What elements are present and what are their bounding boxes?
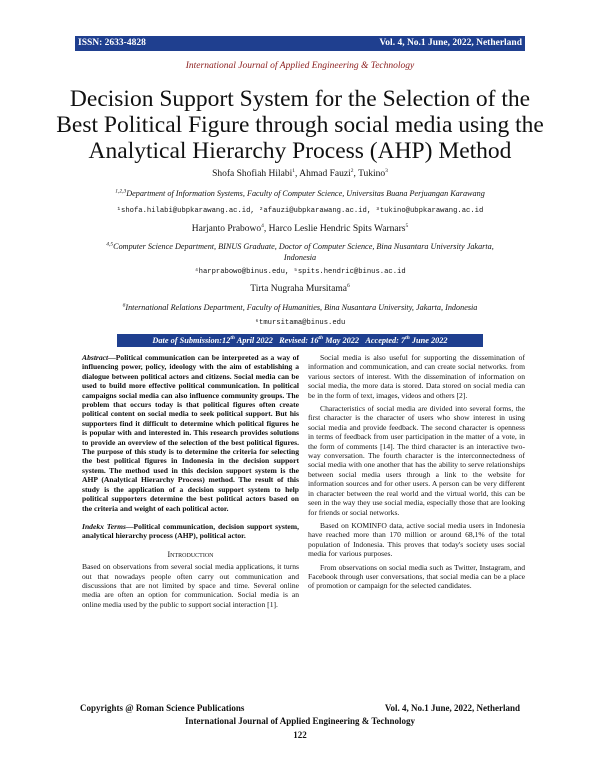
- author-name: Shofa Shofiah Hilabi: [212, 169, 293, 179]
- left-column: [82, 353, 299, 609]
- author-name: Harjanto Prabowo: [191, 224, 262, 234]
- footer-copyright: Copyrights @ Roman Science Publications: [80, 703, 245, 713]
- paper-title: [40, 86, 560, 164]
- author-name: Tukino: [358, 169, 386, 179]
- body-paragraph: Based on KOMINFO data, active social media users in Indonesia have reached more than 170 million or around 68,1% of the total population of Indonesia. This proves that today's society uses social media for various purposes.: [308, 520, 525, 559]
- section-heading: Introduction: [167, 549, 214, 559]
- title-line-1: Decision Support System for the Selection of the: [69, 86, 531, 112]
- page-number: 122: [293, 730, 307, 740]
- journal-name: International Journal of Applied Engineering & Technology: [185, 61, 415, 71]
- affiliation-3: $^6$International Relations Department, Faculty of Humanities, Bina Nusantara University, Jakarta, Indonesia: [122, 302, 478, 312]
- body-paragraph: Social media is also useful for supporting the dissemination of information and communication, and can create social networks. from various sectors of interest. With the dissemination of information on social media, the more data is stored. Data stored on social media can be in the form of text, images, videos and others [2].: [308, 353, 525, 400]
- footer-journal: International Journal of Applied Engineering & Technology: [184, 716, 416, 726]
- author-name: Tirta Nugraha Mursitama: [250, 284, 347, 294]
- title-line-2: Best Political Figure through social media using the: [56, 112, 544, 138]
- emails-1: ¹shofa.hilabi@ubpkarawang.ac.id, ²afauzi@ubpkarawang.ac.id, ³tukino@ubpkarawang.ac.id: [116, 207, 484, 215]
- author-line-1: Shofa Shofiah Hilabi$^1$, Ahmad Fauzi$^2$, Tukino$^3$: [212, 167, 388, 179]
- footer-volume: Vol. 4, No.1 June, 2022, Netherland: [384, 703, 520, 713]
- affiliation-1: $^{1,2,3}$Department of Information Systems, Faculty of Computer Science, Universitas Buana Perjuangan Karawang: [115, 188, 485, 198]
- body-paragraph: Characteristics of social media are divided into several forms, the first character is the character of users who show interest in using social media and provide feedback. The second character is openness in terms of feedback from user participation in the matter of a vote, in the form of comments [14]. The third character is an interactive two-way conversation. The fourth character is the interconnectedness of social media with one another that has the ability to serve relationships between social media users through a link to the website for information sources and for other users. A person can be very different in character between the real world and the virtual world, this can be seen in the way they use social media, especially those that are looking for friends or social networks.: [308, 404, 525, 517]
- index-terms: Indekx Terms—Political communication, decision support system, analytical hierarchy process (AHP), political actor.: [82, 521, 300, 541]
- dates-bar: Date of Submission:12th April 2022 Revised: 16th May 2022 Accepted: 7th June 2022: [117, 334, 483, 347]
- intro-paragraph: Based on observations from several social media applications, it turns out that nowadays people often carry out communication and discussions that are not limited by space and time. Several online media are often an option for communication. Social media is an online media used by the public to support social interaction [1].: [82, 562, 299, 609]
- emails-2: ⁴harprabowo@binus.edu, ⁵spits.hendric@binus.ac.id: [194, 268, 406, 276]
- right-column: [308, 353, 525, 591]
- header-bar: [75, 36, 525, 51]
- emails-3: ⁶tmursitama@binus.edu: [254, 319, 346, 327]
- author-line-2: Harjanto Prabowo$^4$, Harco Leslie Hendric Spits Warnars$^5$: [191, 222, 409, 234]
- body-paragraph: From observations on social media such as Twitter, Instagram, and Facebook through user conversations, that social media can be a place of promotion or campaign for the selected candidates.: [308, 562, 525, 591]
- author-name: Harco Leslie Hendric Spits Warnars: [268, 224, 406, 234]
- volume-label: Vol. 4, No.1 June, 2022, Netherland: [379, 38, 522, 48]
- title-line-3: Analytical Hierarchy Process (AHP) Method: [88, 138, 512, 164]
- abstract: Abstract—Political communication can be interpreted as a way of influencing power, policy, ideology with the aim of establishing a dialogue between political actors and citizens. Social media can be used to build more effective political communication. In political campaigns social media can also influence community groups. The problem that occurs today is that political figures often create political content on social media to seek political support. But his supporters find it difficult to determine which political figures he is popular with and interested in. This research provides solutions to provide an overview of the selection of the best political figures. The purpose of this study is to determine the criteria for selecting the best political figures in Indonesia in the decision support system. The method used in this decision support system is the AHP (Analytical Hierarchy Process) method. The result of this study is the application of a decision support system to help political supporters determine the best political actors based on the criteria and weight of each political actor.: [82, 353, 299, 513]
- author-line-3: Tirta Nugraha Mursitama$^6$: [250, 282, 350, 294]
- affiliation-2: $^{4,5}$Computer Science Department, BINUS Graduate, Doctor of Computer Science, Bina Nusantara University Jakarta, Indonesia: [106, 241, 494, 262]
- issn-label: ISSN: 2633-4828: [78, 38, 146, 48]
- author-name: Ahmad Fauzi: [299, 169, 351, 179]
